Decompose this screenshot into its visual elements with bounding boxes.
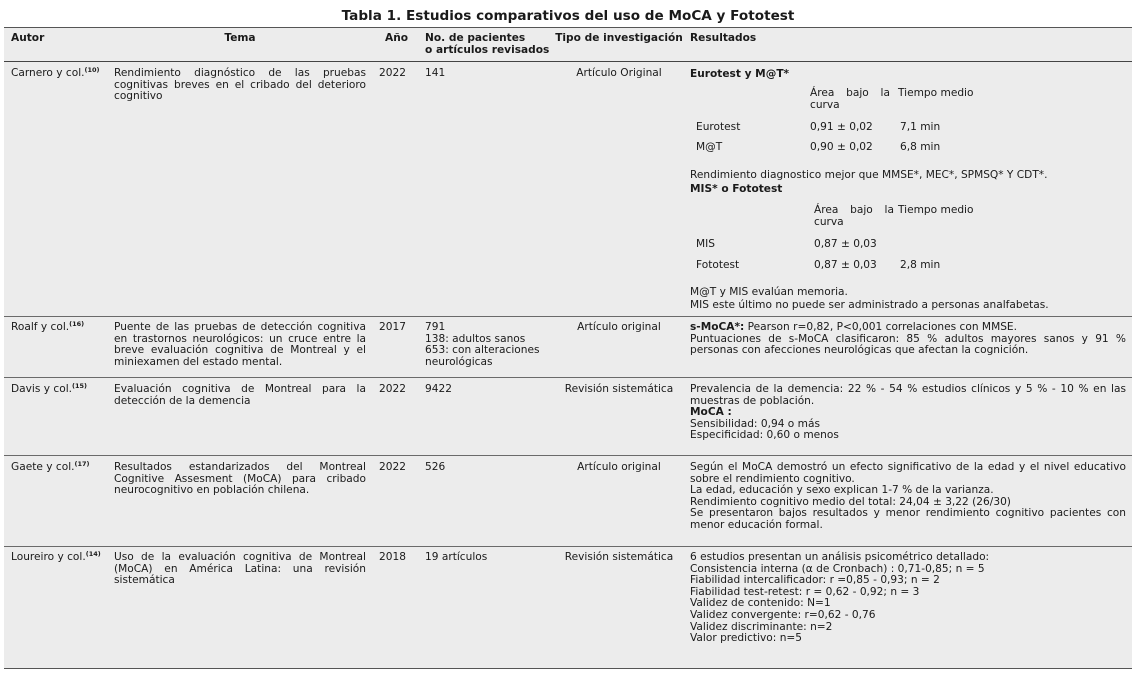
row5-pacientes: 19 artículos (425, 551, 488, 563)
row5-autor: Loureiro y col.$^{(14)}$ (11, 550, 101, 563)
row4-resultados: Según el MoCA demostró un efecto significativo de la edad y el nivel educativo sobre el rendimiento cognitivo. La edad, educación y sexo explican 1-7 % de la varianza. Rendimiento cognitivo medio del total: 24,04 ± 3,22 (26/30) Se presentaron bajos resultados y menor rendimiento cognitivo pacientes con menor educación formal. (690, 461, 1126, 531)
row1-table2-col-time: Tiempo medio (898, 204, 974, 216)
row1-table1-r2-name: M@T (696, 141, 723, 153)
header-pacientes-line2: o artículos revisados (425, 43, 550, 56)
row1-tipo: Artículo Original (576, 67, 662, 79)
header-pacientes-line1: No. de pacientes (425, 32, 526, 44)
row4-pacientes: 526 (425, 461, 446, 473)
row4-tipo: Artículo original (577, 461, 661, 473)
row1-table1-r2-time: 6,8 min (900, 141, 941, 153)
row1-table2-title: MIS* o Fototest (690, 183, 783, 195)
row1-table2-r1-area: 0,87 ± 0,03 (814, 238, 877, 250)
header-tipo: Tipo de investigación (555, 32, 683, 44)
row1-anio: 2022 (379, 67, 406, 79)
row1-table2-col-area: Área bajo la curva (814, 204, 894, 228)
header-pacientes (425, 33, 553, 56)
row2-pacientes: 791 138: adultos sanos 653: con alteraciones neurológicas (425, 321, 540, 368)
row3-resultados: Prevalencia de la demencia: 22 % - 54 % estudios clínicos y 5 % - 10 % en las muestras de población. MoCA : Sensibilidad: 0,94 o más Especificidad: 0,60 o menos (690, 383, 1126, 442)
row5-ref: (14) (85, 550, 101, 558)
row3-pacientes: 9422 (425, 383, 452, 395)
row3-anio: 2022 (379, 383, 406, 395)
row1-mid-line: Rendimiento diagnostico mejor que MMSE*, MEC*, SPMSQ* Y CDT*. (690, 169, 1048, 181)
row1-table1-col-area: Área bajo la curva (810, 87, 890, 111)
row1-autor: Carnero y col.$^{(10)}$ (11, 66, 100, 79)
row3-autor: Davis y col.$^{(15)}$ (11, 382, 88, 395)
header-autor: Autor (11, 32, 45, 44)
row1-pacientes: 141 (425, 67, 446, 79)
header-anio: Año (385, 32, 409, 44)
row2-ref: (16) (69, 320, 85, 328)
row-divider (4, 455, 1132, 456)
row1-ref: (10) (84, 66, 100, 74)
row5-tipo: Revisión sistemática (564, 551, 674, 563)
table-title: Tabla 1. Estudios comparativos del uso de MoCA y Fototest (341, 8, 795, 24)
row3-tema: Evaluación cognitiva de Montreal para la detección de la demencia (114, 383, 366, 407)
row2-tema: Puente de las pruebas de detección cognitiva en trastornos neurológicos: un cruce entre la breve evaluación cognitiva de Montreal y el miniexamen del estado mental. (114, 321, 366, 368)
row1-table1-r2-area: 0,90 ± 0,02 (810, 141, 873, 153)
header-tema: Tema (224, 32, 256, 44)
row5-anio: 2018 (379, 551, 406, 563)
row1-table2-r1-name: MIS (696, 238, 715, 250)
row1-tema: Rendimiento diagnóstico de las pruebas cognitivas breves en el cribado del deterioro cognitivo (114, 67, 366, 103)
row3-ref: (15) (72, 382, 88, 390)
row5-resultados: 6 estudios presentan un análisis psicométrico detallado: Consistencia interna (α de Cronbach) : 0,71-0,85; n = 5 Fiabilidad intercalificador: r =0,85 - 0,93; n = 2 Fiabilidad test-retest: r = 0,62 - 0,92; n = 3 Validez de contenido: N=1 Validez convergente: r=0,62 - 0,76 Validez discriminante: n=2 Valor predictivo: n=5 (690, 551, 990, 645)
header-divider (4, 61, 1132, 62)
row4-tema: Resultados estandarizados del Montreal Cognitive Assesment (MoCA) para cribado neurocognitivo en población chilena. (114, 461, 366, 497)
row4-ref: (17) (74, 460, 90, 468)
row1-table2-r2-name: Fototest (696, 259, 740, 271)
row4-anio: 2022 (379, 461, 406, 473)
row1-table2-r2-time: 2,8 min (900, 259, 941, 271)
row2-anio: 2017 (379, 321, 406, 333)
row5-tema: Uso de la evaluación cognitiva de Montreal (MoCA) en América Latina: una revisión sistemática (114, 551, 366, 587)
row1-table1-r1-time: 7,1 min (900, 121, 941, 133)
row2-tipo: Artículo original (577, 321, 661, 333)
row1-table1-title: Eurotest y M@T* (690, 68, 790, 80)
row-divider (4, 316, 1132, 317)
row1-table1-col-time: Tiempo medio (898, 87, 974, 99)
row1-note1: M@T y MIS evalúan memoria. (690, 286, 848, 298)
comparison-table (4, 27, 1132, 669)
header-resultados: Resultados (690, 32, 757, 44)
row-divider (4, 377, 1132, 378)
row1-table1-r1-area: 0,91 ± 0,02 (810, 121, 873, 133)
row-divider (4, 546, 1132, 547)
row2-resultados: s-MoCA*: Pearson r=0,82, P<0,001 correlaciones con MMSE. Puntuaciones de s-MoCA clasificaron: 85 % adultos mayores sanos y 91 % personas con afecciones neurológicas que afectan la cognición. (690, 321, 1126, 357)
row1-table1-r1-name: Eurotest (696, 121, 741, 133)
row3-tipo: Revisión sistemática (564, 383, 674, 395)
row4-autor: Gaete y col.$^{(17)}$ (11, 460, 90, 473)
row2-autor: Roalf y col.$^{(16)}$ (11, 320, 85, 333)
row1-note2: MIS este último no puede ser administrado a personas analfabetas. (690, 299, 1049, 311)
row1-table2-r2-area: 0,87 ± 0,03 (814, 259, 877, 271)
